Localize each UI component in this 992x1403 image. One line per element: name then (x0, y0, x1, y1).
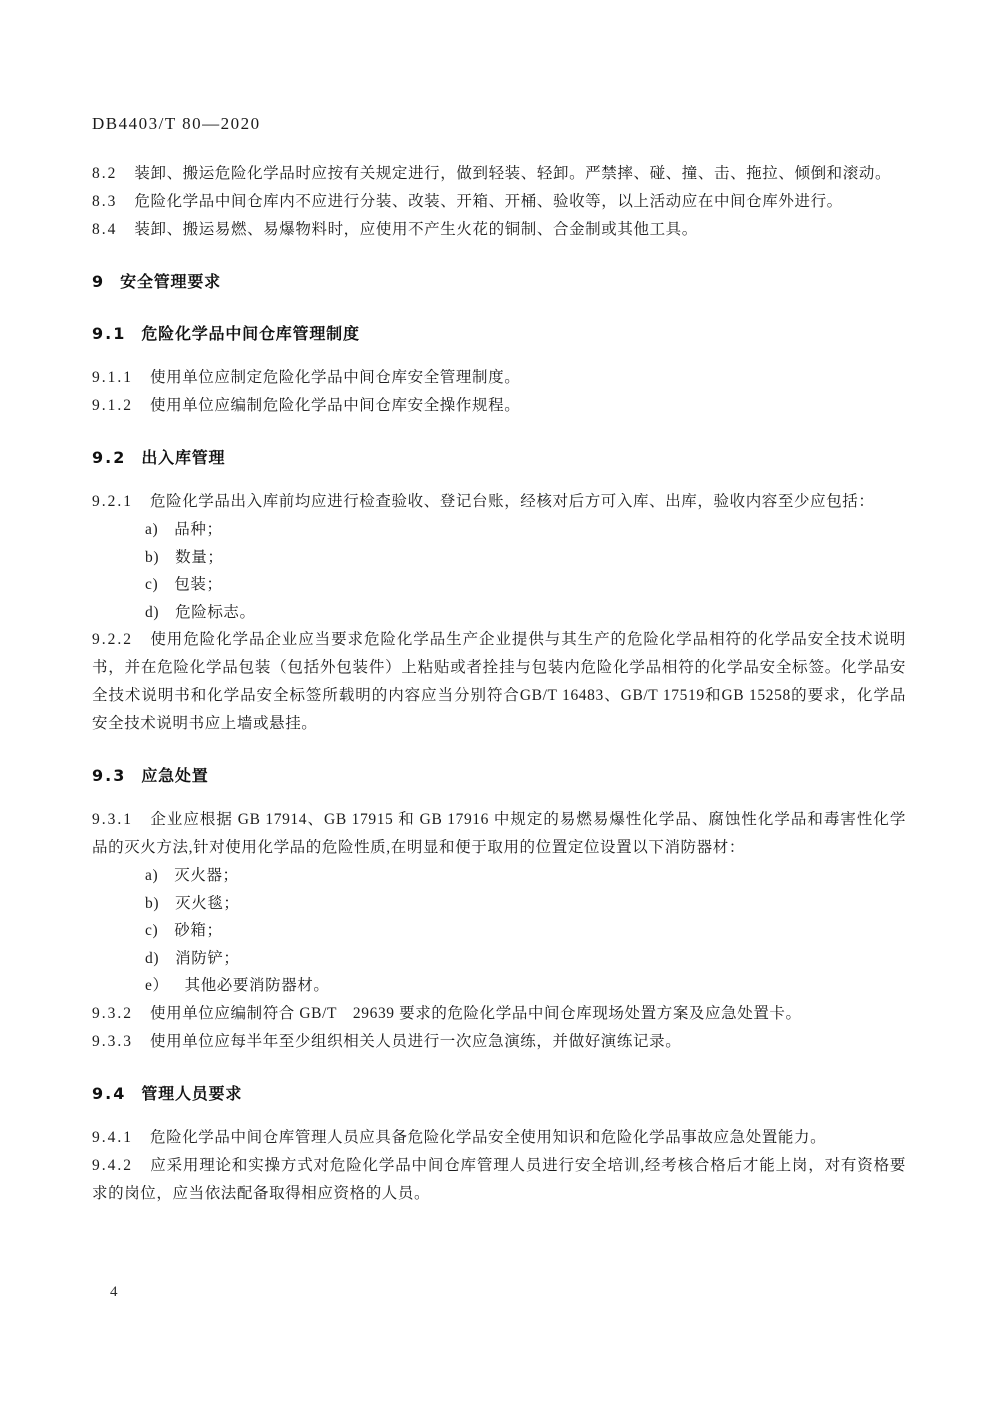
list-item-c (92, 917, 906, 945)
list-item-a (92, 862, 906, 890)
list-item-text: 灭火器； (174, 867, 239, 884)
heading-number: 9.2 (92, 448, 127, 467)
list-marker: c) (145, 576, 159, 593)
page-footer (110, 1284, 118, 1301)
list-item-d (92, 599, 906, 627)
list-item-text: 包装； (174, 576, 223, 593)
heading-text: 危险化学品中间仓库管理制度 (141, 324, 360, 343)
clause-9-3-1 (92, 806, 906, 862)
clause-9-1-1 (92, 364, 906, 392)
list-marker: a) (145, 867, 159, 884)
clause-text: 应采用理论和实操方式对危险化学品中间仓库管理人员进行安全培训,经考核合格后才能上岗，对有资格要求的岗位，应当依法配备取得相应资格的人员。 (92, 1156, 906, 1202)
clause-9-4-1 (92, 1124, 906, 1152)
clause-8-4 (92, 216, 906, 244)
clause-8-3 (92, 188, 906, 216)
document-body (92, 160, 906, 1208)
clause-9-1-2 (92, 392, 906, 420)
clause-number: 9.2.1 (92, 493, 133, 510)
clause-number: 9.2.2 (92, 631, 133, 648)
clause-9-3-3 (92, 1028, 906, 1056)
clause-9-4-2 (92, 1152, 906, 1208)
clause-text: 危险化学品中间仓库内不应进行分装、改装、开箱、开桶、验收等，以上活动应在中间仓库外进行。 (134, 193, 843, 210)
heading-number: 9.1 (92, 324, 127, 343)
heading-number: 9.3 (92, 766, 127, 785)
clause-9-2-1 (92, 488, 906, 516)
clause-text: 装卸、搬运易燃、易爆物料时，应使用不产生火花的铜制、合金制或其他工具。 (134, 221, 698, 238)
list-item-e (92, 972, 906, 1000)
clause-text: 企业应根据 GB 17914、GB 17915 和 GB 17916 中规定的易燃易爆性化学品、腐蚀性化学品和毒害性化学品的灭火方法,针对使用化学品的危险性质,在明显和便于取用的位置定位设置以下消防器材： (92, 811, 906, 856)
clause-number: 8.3 (92, 193, 118, 210)
list-item-a (92, 516, 906, 544)
list-item-b (92, 544, 906, 572)
doc-code: DB4403/T 80—2020 (92, 114, 261, 133)
page-number: 4 (110, 1284, 118, 1300)
clause-9-3-2 (92, 1000, 906, 1028)
clause-number: 9.4.2 (92, 1156, 133, 1174)
list-item-text: 危险标志。 (175, 603, 256, 621)
heading-text: 出入库管理 (141, 448, 226, 467)
list-item-text: 消防铲； (175, 949, 240, 967)
heading-section-9-4 (92, 1080, 906, 1108)
heading-section-9 (92, 268, 906, 296)
heading-text: 应急处置 (141, 766, 209, 785)
doc-header (92, 114, 261, 134)
clause-number: 9.4.1 (92, 1128, 133, 1146)
list-item-text: 其他必要消防器材。 (184, 977, 330, 994)
list-marker: b) (145, 894, 160, 912)
list-marker: a) (145, 521, 159, 538)
list-marker: d) (145, 949, 160, 967)
clause-text: 使用单位应制定危险化学品中间仓库安全管理制度。 (150, 369, 521, 386)
list-item-text: 砂箱； (174, 922, 223, 939)
list-item-d (92, 945, 906, 973)
list-item-text: 数量； (175, 548, 224, 566)
clause-number: 9.1.1 (92, 369, 133, 386)
clause-number: 9.1.2 (92, 397, 133, 414)
list-marker: e） (145, 977, 169, 994)
clause-9-2-2 (92, 626, 906, 738)
clause-8-2 (92, 160, 906, 188)
clause-number: 8.2 (92, 165, 118, 182)
list-item-b (92, 890, 906, 918)
clause-text: 使用单位应每半年至少组织相关人员进行一次应急演练，并做好演练记录。 (150, 1032, 682, 1050)
clause-number: 9.3.2 (92, 1004, 133, 1022)
clause-text: 使用单位应编制符合 GB/T 29639 要求的危险化学品中间仓库现场处置方案及应急处置卡。 (150, 1004, 802, 1022)
heading-section-9-1 (92, 320, 906, 348)
heading-section-9-2 (92, 444, 906, 472)
heading-number: 9.4 (92, 1083, 127, 1103)
clause-number: 8.4 (92, 221, 118, 238)
clause-text: 使用单位应编制危险化学品中间仓库安全操作规程。 (150, 397, 521, 414)
heading-text: 安全管理要求 (120, 272, 221, 291)
heading-section-9-3 (92, 762, 906, 790)
heading-number: 9 (92, 272, 106, 291)
heading-text: 管理人员要求 (141, 1083, 243, 1103)
list-item-c (92, 571, 906, 599)
clause-text: 危险化学品出入库前均应进行检查验收、登记台账，经核对后方可入库、出库，验收内容至少应包括： (150, 493, 875, 510)
clause-text: 危险化学品中间仓库管理人员应具备危险化学品安全使用知识和危险化学品事故应急处置能力。 (150, 1128, 827, 1146)
list-marker: d) (145, 603, 160, 621)
list-marker: b) (145, 548, 160, 566)
clause-number: 9.3.1 (92, 811, 133, 828)
clause-text: 装卸、搬运危险化学品时应按有关规定进行，做到轻装、轻卸。严禁摔、碰、撞、击、拖拉、倾倒和滚动。 (134, 165, 892, 182)
list-item-text: 灭火毯； (175, 894, 240, 912)
list-marker: c) (145, 922, 159, 939)
list-item-text: 品种； (174, 521, 223, 538)
clause-text: 使用危险化学品企业应当要求危险化学品生产企业提供与其生产的危险化学品相符的化学品安全技术说明书，并在危险化学品包装（包括外包装件）上粘贴或者拴挂与包装内危险化学品相符的化学品安全标签。化学品安全技术说明书和化学品安全标签所载明的内容应当分别符合GB/T 16483、GB/T 17519和GB 15258的要求，化学品安全技术说明书应上墙或悬挂。 (92, 631, 906, 732)
clause-number: 9.3.3 (92, 1032, 133, 1050)
